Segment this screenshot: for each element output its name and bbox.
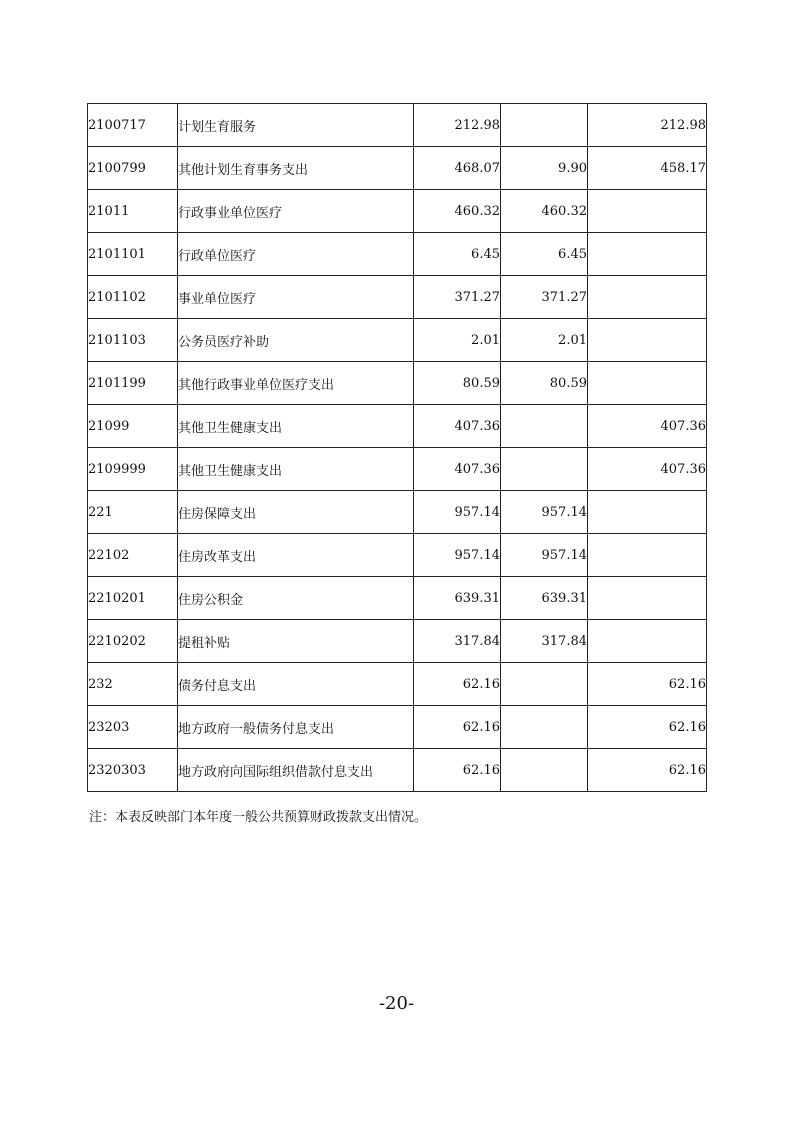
project-expenditure-cell: 212.98 xyxy=(588,104,707,147)
total-amount-cell: 6.45 xyxy=(414,233,501,276)
basic-expenditure-cell xyxy=(501,706,588,749)
project-expenditure-cell: 407.36 xyxy=(588,448,707,491)
table-footnote: 注：本表反映部门本年度一般公共预算财政拨款支出情况。 xyxy=(89,810,428,825)
subject-code-cell: 2101101 xyxy=(88,233,178,276)
subject-name-cell: 事业单位医疗 xyxy=(178,276,414,319)
subject-code-cell: 232 xyxy=(88,663,178,706)
subject-name-cell: 公务员医疗补助 xyxy=(178,319,414,362)
basic-expenditure-cell xyxy=(501,663,588,706)
basic-expenditure-cell: 460.32 xyxy=(501,190,588,233)
project-expenditure-cell: 458.17 xyxy=(588,147,707,190)
subject-code-cell: 2101103 xyxy=(88,319,178,362)
subject-name-cell: 行政事业单位医疗 xyxy=(178,190,414,233)
total-amount-cell: 80.59 xyxy=(414,362,501,405)
project-expenditure-cell xyxy=(588,319,707,362)
subject-name-cell: 计划生育服务 xyxy=(178,104,414,147)
subject-code-cell: 21011 xyxy=(88,190,178,233)
subject-name-cell: 债务付息支出 xyxy=(178,663,414,706)
table-row xyxy=(88,233,707,276)
basic-expenditure-cell: 80.59 xyxy=(501,362,588,405)
basic-expenditure-cell: 639.31 xyxy=(501,577,588,620)
basic-expenditure-cell xyxy=(501,448,588,491)
budget-expenditure-table xyxy=(87,103,707,792)
table-row xyxy=(88,276,707,319)
basic-expenditure-cell: 957.14 xyxy=(501,534,588,577)
subject-name-cell: 地方政府向国际组织借款付息支出 xyxy=(178,749,414,792)
project-expenditure-cell: 62.16 xyxy=(588,663,707,706)
table-row xyxy=(88,319,707,362)
subject-name-cell: 住房公积金 xyxy=(178,577,414,620)
subject-name-cell: 提租补贴 xyxy=(178,620,414,663)
subject-code-cell: 2210202 xyxy=(88,620,178,663)
basic-expenditure-cell xyxy=(501,405,588,448)
basic-expenditure-cell: 371.27 xyxy=(501,276,588,319)
subject-code-cell: 22102 xyxy=(88,534,178,577)
project-expenditure-cell xyxy=(588,276,707,319)
table-row xyxy=(88,706,707,749)
subject-name-cell: 住房保障支出 xyxy=(178,491,414,534)
subject-code-cell: 2101199 xyxy=(88,362,178,405)
project-expenditure-cell xyxy=(588,577,707,620)
table-row xyxy=(88,147,707,190)
subject-code-cell: 221 xyxy=(88,491,178,534)
project-expenditure-cell xyxy=(588,620,707,663)
subject-code-cell: 23203 xyxy=(88,706,178,749)
table-row xyxy=(88,491,707,534)
basic-expenditure-cell xyxy=(501,749,588,792)
table-row xyxy=(88,577,707,620)
project-expenditure-cell xyxy=(588,362,707,405)
subject-code-cell: 2100717 xyxy=(88,104,178,147)
basic-expenditure-cell xyxy=(501,104,588,147)
total-amount-cell: 407.36 xyxy=(414,448,501,491)
table-row xyxy=(88,104,707,147)
basic-expenditure-cell: 317.84 xyxy=(501,620,588,663)
table-row xyxy=(88,620,707,663)
total-amount-cell: 957.14 xyxy=(414,491,501,534)
table-row xyxy=(88,190,707,233)
subject-code-cell: 21099 xyxy=(88,405,178,448)
subject-code-cell: 2101102 xyxy=(88,276,178,319)
total-amount-cell: 2.01 xyxy=(414,319,501,362)
total-amount-cell: 212.98 xyxy=(414,104,501,147)
subject-code-cell: 2109999 xyxy=(88,448,178,491)
table-row xyxy=(88,362,707,405)
subject-code-cell: 2320303 xyxy=(88,749,178,792)
subject-name-cell: 地方政府一般债务付息支出 xyxy=(178,706,414,749)
project-expenditure-cell: 62.16 xyxy=(588,749,707,792)
subject-code-cell: 2100799 xyxy=(88,147,178,190)
project-expenditure-cell xyxy=(588,233,707,276)
basic-expenditure-cell: 957.14 xyxy=(501,491,588,534)
table-row xyxy=(88,405,707,448)
table-row xyxy=(88,749,707,792)
table-row xyxy=(88,534,707,577)
project-expenditure-cell xyxy=(588,190,707,233)
subject-name-cell: 行政单位医疗 xyxy=(178,233,414,276)
subject-name-cell: 其他卫生健康支出 xyxy=(178,405,414,448)
table-row xyxy=(88,663,707,706)
project-expenditure-cell: 62.16 xyxy=(588,706,707,749)
subject-name-cell: 其他卫生健康支出 xyxy=(178,448,414,491)
table-row xyxy=(88,448,707,491)
basic-expenditure-cell: 6.45 xyxy=(501,233,588,276)
project-expenditure-cell: 407.36 xyxy=(588,405,707,448)
subject-name-cell: 其他行政事业单位医疗支出 xyxy=(178,362,414,405)
total-amount-cell: 62.16 xyxy=(414,749,501,792)
total-amount-cell: 62.16 xyxy=(414,663,501,706)
total-amount-cell: 639.31 xyxy=(414,577,501,620)
total-amount-cell: 460.32 xyxy=(414,190,501,233)
table-body xyxy=(88,104,707,792)
basic-expenditure-cell: 9.90 xyxy=(501,147,588,190)
subject-name-cell: 其他计划生育事务支出 xyxy=(178,147,414,190)
total-amount-cell: 317.84 xyxy=(414,620,501,663)
project-expenditure-cell xyxy=(588,534,707,577)
subject-code-cell: 2210201 xyxy=(88,577,178,620)
subject-name-cell: 住房改革支出 xyxy=(178,534,414,577)
project-expenditure-cell xyxy=(588,491,707,534)
total-amount-cell: 407.36 xyxy=(414,405,501,448)
basic-expenditure-cell: 2.01 xyxy=(501,319,588,362)
total-amount-cell: 468.07 xyxy=(414,147,501,190)
total-amount-cell: 62.16 xyxy=(414,706,501,749)
total-amount-cell: 957.14 xyxy=(414,534,501,577)
total-amount-cell: 371.27 xyxy=(414,276,501,319)
page-number: -20- xyxy=(378,993,415,1014)
